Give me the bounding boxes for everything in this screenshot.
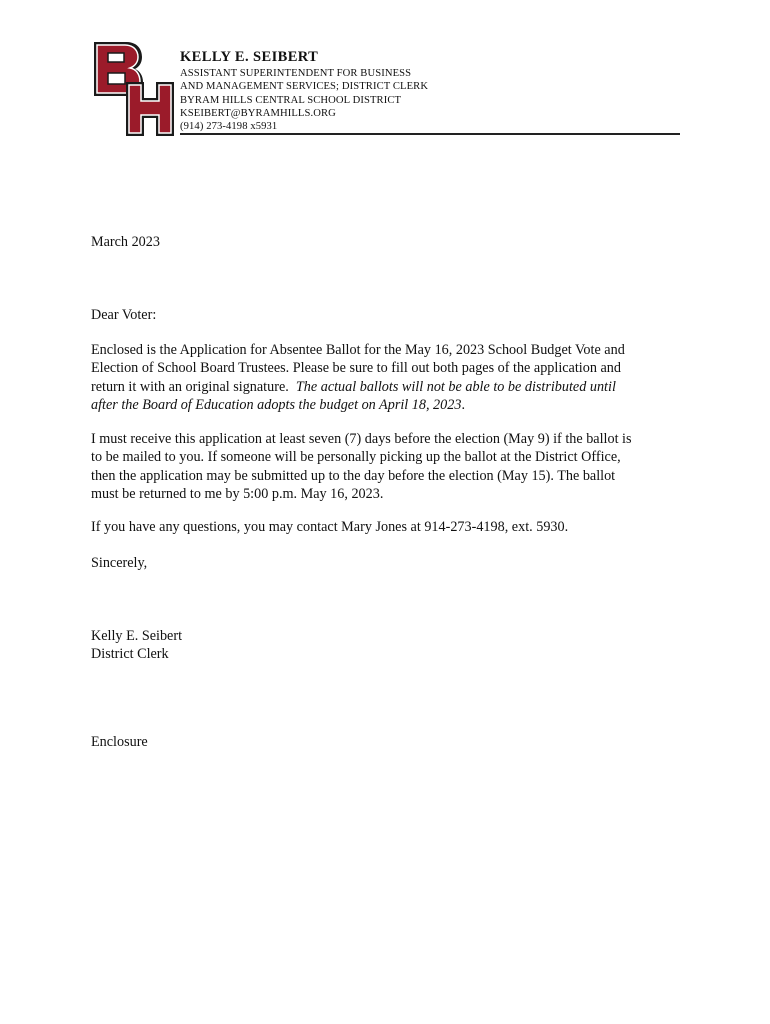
signer-title: District Clerk xyxy=(91,646,169,663)
paragraph-2-line: I must receive this application at least seven (7) days before the election (May 9) if the ballot is xyxy=(91,431,632,447)
byram-hills-logo xyxy=(92,40,176,138)
letterhead-email: KSEIBERT@BYRAMHILLS.ORG xyxy=(180,107,336,119)
paragraph-1-line xyxy=(91,396,681,414)
salutation: Dear Voter: xyxy=(91,307,157,323)
paragraph-1-line xyxy=(91,378,681,396)
letterhead-name: KELLY E. SEIBERT xyxy=(180,49,319,65)
paragraph-1-line: Election of School Board Trustees. Please be sure to fill out both pages of the application and xyxy=(91,360,621,377)
paragraph-2-line: then the application may be submitted up to the day before the election (May 15). The ballot xyxy=(91,467,616,484)
paragraph-1-italic-a: The actual ballots will not be able to be distributed until xyxy=(295,378,616,395)
letterhead-title-line-2: AND MANAGEMENT SERVICES; DISTRICT CLERK xyxy=(180,81,429,93)
signer-name: Kelly E. Seibert xyxy=(91,628,183,644)
paragraph-2-line: must be returned to me by 5:00 p.m. May 16, 2023. xyxy=(91,485,384,502)
letterhead xyxy=(180,48,680,133)
paragraph-2-line: to be mailed to you. If someone will be personally picking up the ballot at the District Office, xyxy=(91,449,621,466)
paragraph-1-line: Enclosed is the Application for Absentee Ballot for the May 16, 2023 School Budget Vote and xyxy=(91,342,625,358)
letter-date: March 2023 xyxy=(91,234,160,250)
letterhead-divider xyxy=(180,133,680,135)
letterhead-title-line-1: ASSISTANT SUPERINTENDENT FOR BUSINESS xyxy=(180,68,412,79)
enclosure-note: Enclosure xyxy=(91,734,148,750)
signature-block xyxy=(91,627,681,664)
paragraph-1-text: return it with an original signature. xyxy=(91,378,296,395)
letterhead-district: BYRAM HILLS CENTRAL SCHOOL DISTRICT xyxy=(180,94,402,106)
letterhead-phone: (914) 273-4198 x5931 xyxy=(180,121,278,133)
logo-letter-h xyxy=(126,82,174,136)
closing: Sincerely, xyxy=(91,555,148,571)
paragraph-2 xyxy=(91,430,681,503)
paragraph-1-end: . xyxy=(461,396,465,413)
paragraph-3: If you have any questions, you may contact Mary Jones at 914-273-4198, ext. 5930. xyxy=(91,519,569,535)
paragraph-1-italic-b: after the Board of Education adopts the budget on April 18, 2023 xyxy=(91,396,462,413)
paragraph-1 xyxy=(91,341,681,414)
